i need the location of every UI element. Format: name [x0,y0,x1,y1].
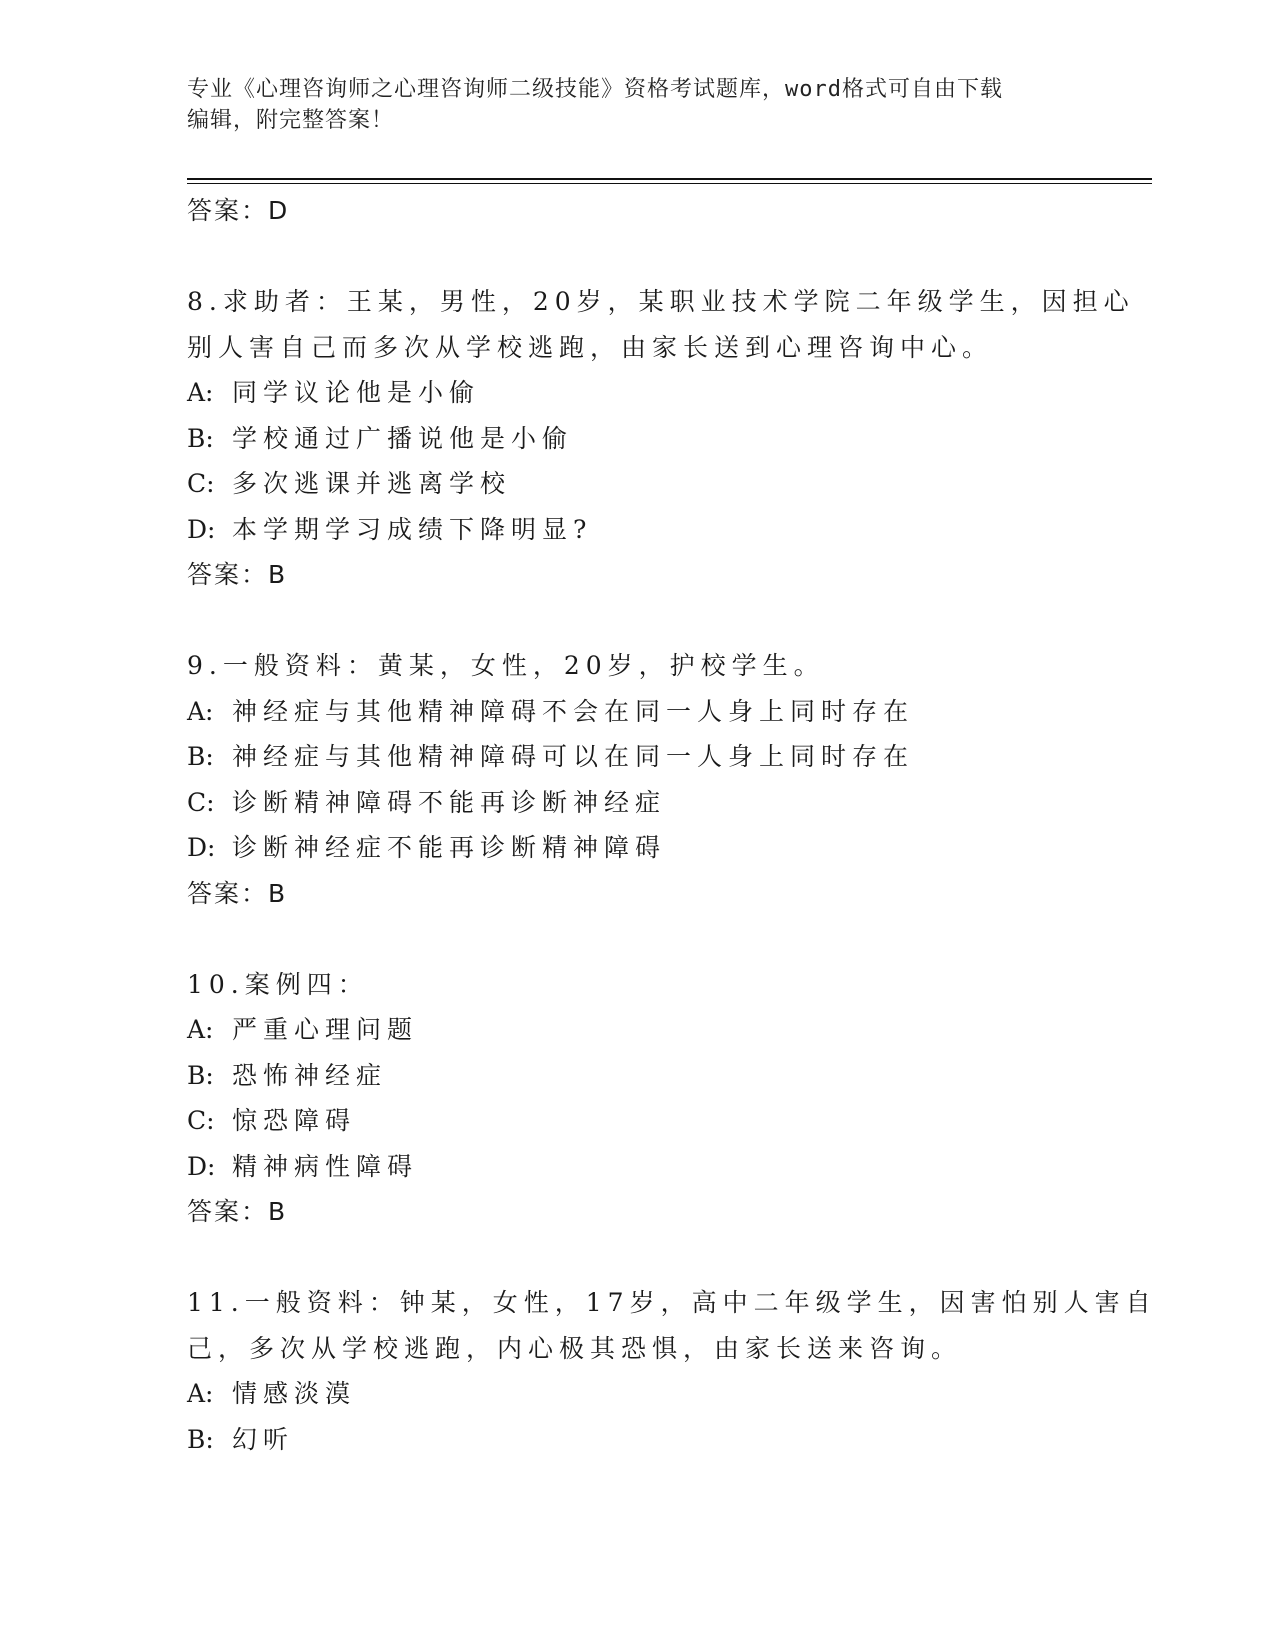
option-text: 情感淡漠 [232,1379,357,1408]
option-line [187,1417,1087,1463]
option-key: B: [187,1060,214,1090]
option-text: 精神病性障碍 [232,1151,419,1181]
answer-line: 答案：B [187,560,288,589]
option-line [187,1007,1087,1053]
option-text: 幻听 [232,1424,295,1454]
option-text: 严重心理问题 [232,1015,419,1044]
question-text: 8.求助者：王某，男性，20岁，某职业技术学院二年级学生，因担心 [187,287,1135,316]
option-text: 恐怖神经症 [232,1060,388,1090]
option-text: 神经症与其他精神障碍不会在同一人身上同时存在 [232,696,915,726]
option-key: A: [187,696,214,726]
header-divider-thick [187,178,1152,180]
question-text: 11.一般资料：钟某，女性，17岁，高中二年级学生，因害怕别人害自 [187,1288,1157,1317]
option-line [187,1053,1087,1099]
answer-line: 答案：B [187,1197,288,1226]
document-header [187,74,1087,136]
option-line [187,689,1087,735]
option-line [187,370,1087,416]
option-line [187,1144,1087,1190]
option-key: B: [187,742,214,771]
option-line [187,1371,1087,1417]
question-list [187,188,1157,1462]
option-line [187,780,1087,826]
option-text: 惊恐障碍 [232,1106,357,1135]
option-line [187,734,1087,780]
option-text: 诊断神经症不能再诊断精神障碍 [232,833,667,862]
spacer [187,916,1087,962]
question-text: 己，多次从学校逃跑，内心极其恐惧，由家长送来咨询。 [187,1333,963,1363]
option-key: B: [187,423,214,453]
answer-line: 答案：D [187,196,290,225]
header-line-2: 编辑，附完整答案！ [187,108,395,133]
option-key: A: [187,378,214,407]
question-text: 10.案例四： [187,969,369,999]
option-key: D: [187,514,216,544]
option-key: D: [187,1151,216,1181]
option-text: 学校通过广播说他是小偷 [232,423,574,453]
spacer [187,234,1087,280]
option-line [187,825,1087,871]
option-key: B: [187,1424,214,1454]
option-key: A: [187,1379,214,1408]
option-line [187,1098,1087,1144]
spacer [187,1235,1087,1281]
question-text: 9.一般资料：黄某，女性，20岁，护校学生。 [187,651,825,680]
option-key: A: [187,1015,214,1044]
option-text: 本学期学习成绩下降明显? [232,514,593,544]
option-key: D: [187,833,216,862]
option-text: 同学议论他是小偷 [232,378,481,407]
option-key: C: [187,787,215,817]
header-line-1: 专业《心理咨询师之心理咨询师二级技能》资格考试题库，word格式可自由下载 [187,77,1003,102]
spacer [187,598,1087,644]
option-text: 诊断精神障碍不能再诊断神经症 [232,787,667,817]
option-text: 多次逃课并逃离学校 [232,469,512,498]
answer-line: 答案：B [187,878,288,908]
option-line [187,507,1087,553]
header-divider-thin [187,183,1152,184]
option-key: C: [187,469,215,498]
option-text: 神经症与其他精神障碍可以在同一人身上同时存在 [232,742,915,771]
option-line [187,416,1087,462]
option-key: C: [187,1106,215,1135]
option-line [187,461,1087,507]
question-text: 别人害自己而多次从学校逃跑，由家长送到心理咨询中心。 [187,332,994,362]
